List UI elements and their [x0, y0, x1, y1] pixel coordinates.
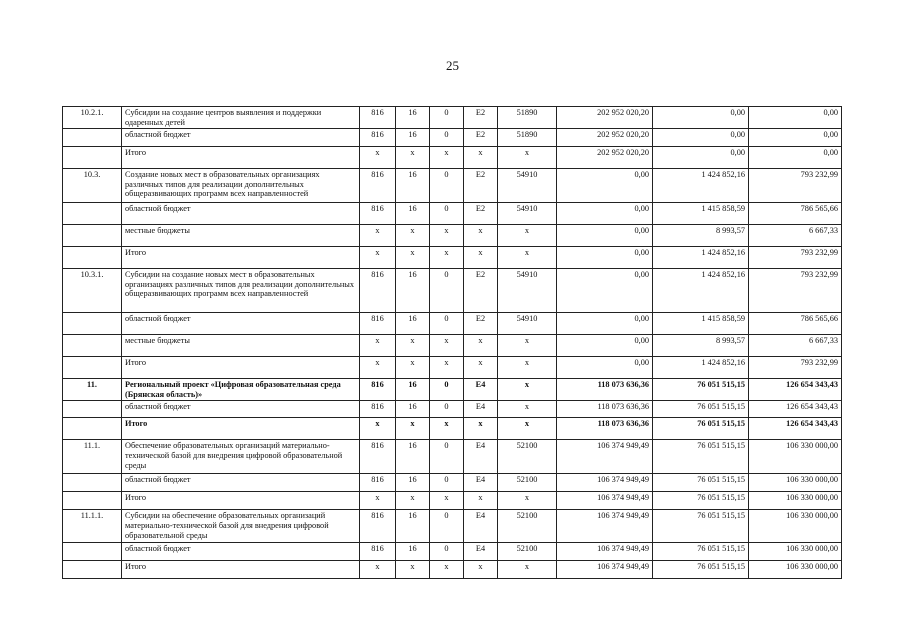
cell-gr: 816 — [360, 169, 396, 203]
cell-value-3: 6 667,33 — [749, 335, 842, 357]
table-row — [63, 474, 842, 492]
cell-value-3: 126 654 343,43 — [749, 418, 842, 440]
cell-gr: х — [360, 247, 396, 269]
cell-ts: х — [464, 357, 498, 379]
cell-value-3: 0,00 — [749, 107, 842, 129]
cell-rz: 16 — [396, 440, 430, 474]
cell-value-3: 106 330 000,00 — [749, 561, 842, 579]
row-code: 11.1. — [63, 440, 122, 474]
cell-rz: 16 — [396, 379, 430, 401]
cell-value-2: 76 051 515,15 — [653, 510, 749, 543]
cell-vr: х — [498, 561, 557, 579]
cell-ts: х — [464, 492, 498, 510]
cell-ts: E4 — [464, 510, 498, 543]
cell-value-1: 106 374 949,49 — [557, 543, 653, 561]
cell-rz: 16 — [396, 543, 430, 561]
row-code — [63, 247, 122, 269]
table-row — [63, 401, 842, 418]
cell-value-3: 793 232,99 — [749, 169, 842, 203]
cell-gr: 816 — [360, 203, 396, 225]
cell-rz: 16 — [396, 269, 430, 313]
cell-pr: 0 — [430, 379, 464, 401]
row-name: областной бюджет — [122, 474, 360, 492]
row-code — [63, 129, 122, 147]
cell-vr: 54910 — [498, 169, 557, 203]
cell-ts: E2 — [464, 129, 498, 147]
row-name: Итого — [122, 561, 360, 579]
row-code — [63, 401, 122, 418]
cell-vr: 52100 — [498, 510, 557, 543]
cell-value-1: 118 073 636,36 — [557, 379, 653, 401]
cell-pr: 0 — [430, 203, 464, 225]
cell-pr: х — [430, 225, 464, 247]
row-code — [63, 313, 122, 335]
cell-rz: 16 — [396, 510, 430, 543]
row-name: Итого — [122, 147, 360, 169]
cell-pr: х — [430, 147, 464, 169]
cell-value-3: 0,00 — [749, 147, 842, 169]
cell-rz: 16 — [396, 169, 430, 203]
row-name: Субсидии на обеспечение образовательных организаций материально-технической базой для внедрения цифровой образовательной среды — [122, 510, 360, 543]
cell-value-2: 76 051 515,15 — [653, 440, 749, 474]
row-name: областной бюджет — [122, 401, 360, 418]
cell-value-2: 1 424 852,16 — [653, 269, 749, 313]
cell-ts: E4 — [464, 543, 498, 561]
table-row — [63, 492, 842, 510]
cell-value-3: 106 330 000,00 — [749, 492, 842, 510]
budget-table — [62, 106, 842, 579]
row-code — [63, 492, 122, 510]
cell-value-3: 106 330 000,00 — [749, 440, 842, 474]
row-name: местные бюджеты — [122, 225, 360, 247]
cell-vr: х — [498, 147, 557, 169]
cell-value-3: 793 232,99 — [749, 357, 842, 379]
cell-gr: 816 — [360, 313, 396, 335]
table-row — [63, 129, 842, 147]
cell-value-1: 0,00 — [557, 357, 653, 379]
cell-pr: 0 — [430, 543, 464, 561]
cell-value-1: 0,00 — [557, 335, 653, 357]
cell-gr: 816 — [360, 129, 396, 147]
cell-value-2: 76 051 515,15 — [653, 401, 749, 418]
cell-ts: E4 — [464, 474, 498, 492]
cell-gr: 816 — [360, 379, 396, 401]
row-code — [63, 561, 122, 579]
table-row — [63, 510, 842, 543]
cell-value-2: 76 051 515,15 — [653, 543, 749, 561]
cell-value-2: 76 051 515,15 — [653, 474, 749, 492]
cell-value-3: 786 565,66 — [749, 313, 842, 335]
table-row — [63, 107, 842, 129]
cell-pr: х — [430, 247, 464, 269]
row-code — [63, 335, 122, 357]
table-row — [63, 247, 842, 269]
cell-ts: E2 — [464, 313, 498, 335]
cell-value-3: 106 330 000,00 — [749, 510, 842, 543]
cell-rz: 16 — [396, 129, 430, 147]
cell-value-3: 6 667,33 — [749, 225, 842, 247]
cell-gr: х — [360, 492, 396, 510]
row-name: Итого — [122, 247, 360, 269]
cell-vr: 54910 — [498, 203, 557, 225]
cell-value-2: 0,00 — [653, 107, 749, 129]
row-name: Обеспечение образовательных организаций материально-технической базой для внедрения цифровой образовательной среды — [122, 440, 360, 474]
cell-value-2: 8 993,57 — [653, 335, 749, 357]
row-name: Итого — [122, 492, 360, 510]
cell-gr: 816 — [360, 510, 396, 543]
cell-pr: 0 — [430, 510, 464, 543]
cell-pr: х — [430, 492, 464, 510]
cell-gr: 816 — [360, 543, 396, 561]
cell-pr: х — [430, 561, 464, 579]
cell-vr: 54910 — [498, 313, 557, 335]
row-code — [63, 203, 122, 225]
cell-ts: E2 — [464, 203, 498, 225]
cell-gr: 816 — [360, 440, 396, 474]
cell-value-2: 76 051 515,15 — [653, 418, 749, 440]
table-row — [63, 269, 842, 313]
cell-value-1: 0,00 — [557, 203, 653, 225]
row-code: 10.3. — [63, 169, 122, 203]
cell-pr: 0 — [430, 474, 464, 492]
row-name: Создание новых мест в образовательных организациях различных типов для реализации дополнительных общеразвивающих программ всех направленностей — [122, 169, 360, 203]
cell-rz: 16 — [396, 107, 430, 129]
cell-gr: 816 — [360, 474, 396, 492]
cell-vr: 51890 — [498, 107, 557, 129]
cell-gr: х — [360, 561, 396, 579]
cell-gr: 816 — [360, 401, 396, 418]
cell-value-1: 0,00 — [557, 313, 653, 335]
cell-value-3: 0,00 — [749, 129, 842, 147]
row-code — [63, 147, 122, 169]
cell-rz: 16 — [396, 474, 430, 492]
cell-value-2: 1 424 852,16 — [653, 247, 749, 269]
cell-value-2: 76 051 515,15 — [653, 492, 749, 510]
cell-value-2: 76 051 515,15 — [653, 379, 749, 401]
cell-rz: 16 — [396, 313, 430, 335]
row-code: 10.3.1. — [63, 269, 122, 313]
cell-value-3: 793 232,99 — [749, 269, 842, 313]
cell-value-2: 1 424 852,16 — [653, 169, 749, 203]
cell-value-1: 202 952 020,20 — [557, 147, 653, 169]
cell-value-3: 793 232,99 — [749, 247, 842, 269]
cell-value-1: 202 952 020,20 — [557, 107, 653, 129]
cell-rz: х — [396, 492, 430, 510]
cell-value-2: 1 424 852,16 — [653, 357, 749, 379]
cell-vr: х — [498, 492, 557, 510]
cell-value-3: 126 654 343,43 — [749, 379, 842, 401]
cell-value-1: 118 073 636,36 — [557, 418, 653, 440]
row-name: местные бюджеты — [122, 335, 360, 357]
cell-rz: х — [396, 247, 430, 269]
row-name: областной бюджет — [122, 203, 360, 225]
row-code: 11. — [63, 379, 122, 401]
cell-value-1: 0,00 — [557, 169, 653, 203]
table-row — [63, 147, 842, 169]
cell-vr: х — [498, 335, 557, 357]
row-name: областной бюджет — [122, 129, 360, 147]
cell-value-1: 0,00 — [557, 247, 653, 269]
cell-ts: E4 — [464, 379, 498, 401]
cell-vr: х — [498, 225, 557, 247]
table-row — [63, 225, 842, 247]
table-row — [63, 203, 842, 225]
row-code — [63, 225, 122, 247]
row-name: областной бюджет — [122, 313, 360, 335]
cell-gr: х — [360, 335, 396, 357]
cell-pr: 0 — [430, 313, 464, 335]
row-code — [63, 474, 122, 492]
table-row — [63, 440, 842, 474]
cell-value-1: 106 374 949,49 — [557, 561, 653, 579]
cell-vr: х — [498, 357, 557, 379]
row-name: Субсидии на создание новых мест в образовательных организациях различных типов для реализации дополнительных общеразвивающих программ всех направленностей — [122, 269, 360, 313]
cell-ts: х — [464, 335, 498, 357]
row-code — [63, 543, 122, 561]
cell-pr: 0 — [430, 129, 464, 147]
cell-value-3: 786 565,66 — [749, 203, 842, 225]
cell-pr: 0 — [430, 269, 464, 313]
table-row — [63, 543, 842, 561]
cell-pr: х — [430, 335, 464, 357]
table-row — [63, 379, 842, 401]
row-code: 10.2.1. — [63, 107, 122, 129]
cell-ts: х — [464, 225, 498, 247]
cell-ts: E2 — [464, 269, 498, 313]
cell-pr: 0 — [430, 440, 464, 474]
cell-vr: х — [498, 247, 557, 269]
row-name: Итого — [122, 418, 360, 440]
cell-pr: х — [430, 357, 464, 379]
cell-vr: 54910 — [498, 269, 557, 313]
row-name: Итого — [122, 357, 360, 379]
table-row — [63, 418, 842, 440]
cell-value-1: 106 374 949,49 — [557, 440, 653, 474]
row-code — [63, 418, 122, 440]
cell-value-1: 0,00 — [557, 269, 653, 313]
table-row — [63, 313, 842, 335]
cell-value-2: 0,00 — [653, 147, 749, 169]
cell-rz: 16 — [396, 203, 430, 225]
cell-ts: х — [464, 147, 498, 169]
cell-rz: х — [396, 561, 430, 579]
table-row — [63, 169, 842, 203]
cell-ts: х — [464, 561, 498, 579]
cell-vr: 52100 — [498, 543, 557, 561]
row-name: областной бюджет — [122, 543, 360, 561]
cell-gr: х — [360, 225, 396, 247]
cell-pr: 0 — [430, 107, 464, 129]
cell-value-1: 202 952 020,20 — [557, 129, 653, 147]
cell-value-2: 1 415 858,59 — [653, 203, 749, 225]
cell-rz: х — [396, 418, 430, 440]
cell-vr: х — [498, 401, 557, 418]
cell-vr: 52100 — [498, 474, 557, 492]
cell-ts: E4 — [464, 401, 498, 418]
cell-value-3: 106 330 000,00 — [749, 474, 842, 492]
cell-value-1: 106 374 949,49 — [557, 474, 653, 492]
cell-pr: 0 — [430, 169, 464, 203]
cell-value-3: 126 654 343,43 — [749, 401, 842, 418]
cell-ts: E2 — [464, 107, 498, 129]
cell-value-2: 1 415 858,59 — [653, 313, 749, 335]
cell-pr: 0 — [430, 401, 464, 418]
cell-ts: х — [464, 247, 498, 269]
cell-ts: E2 — [464, 169, 498, 203]
cell-rz: х — [396, 357, 430, 379]
table-row — [63, 357, 842, 379]
cell-rz: х — [396, 225, 430, 247]
cell-rz: 16 — [396, 401, 430, 418]
table-row — [63, 335, 842, 357]
cell-ts: х — [464, 418, 498, 440]
row-name: Субсидии на создание центров выявления и поддержки одаренных детей — [122, 107, 360, 129]
table-row — [63, 561, 842, 579]
cell-value-3: 106 330 000,00 — [749, 543, 842, 561]
row-code: 11.1.1. — [63, 510, 122, 543]
cell-vr: 52100 — [498, 440, 557, 474]
page-number: 25 — [446, 58, 459, 73]
row-code — [63, 357, 122, 379]
cell-vr: 51890 — [498, 129, 557, 147]
cell-ts: E4 — [464, 440, 498, 474]
cell-gr: 816 — [360, 107, 396, 129]
cell-value-1: 118 073 636,36 — [557, 401, 653, 418]
cell-vr: х — [498, 379, 557, 401]
cell-value-1: 106 374 949,49 — [557, 492, 653, 510]
cell-gr: х — [360, 147, 396, 169]
row-name: Региональный проект «Цифровая образовательная среда (Брянская область)» — [122, 379, 360, 401]
cell-pr: х — [430, 418, 464, 440]
cell-rz: х — [396, 335, 430, 357]
cell-value-2: 0,00 — [653, 129, 749, 147]
cell-value-2: 8 993,57 — [653, 225, 749, 247]
cell-rz: х — [396, 147, 430, 169]
cell-value-1: 0,00 — [557, 225, 653, 247]
cell-gr: х — [360, 357, 396, 379]
cell-value-2: 76 051 515,15 — [653, 561, 749, 579]
cell-value-1: 106 374 949,49 — [557, 510, 653, 543]
cell-gr: х — [360, 418, 396, 440]
cell-vr: х — [498, 418, 557, 440]
cell-gr: 816 — [360, 269, 396, 313]
